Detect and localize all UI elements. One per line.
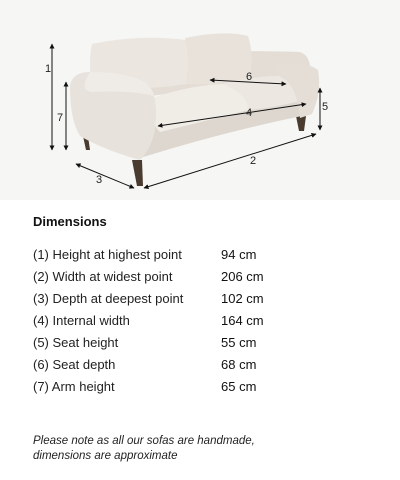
note-line-2: dimensions are approximate: [33, 450, 178, 462]
marker-height-highest: 1: [45, 63, 52, 75]
dimension-label: (7) Arm height: [33, 378, 115, 394]
sofa-dimension-diagram: [0, 0, 400, 200]
dimension-label: (1) Height at highest point: [33, 246, 182, 262]
dimension-value: 94 cm: [221, 246, 257, 262]
dimension-value: 65 cm: [221, 378, 257, 394]
dimension-value: 164 cm: [221, 312, 264, 328]
dimension-row: [33, 353, 293, 375]
dimension-value: 68 cm: [221, 356, 257, 372]
dimension-value: 55 cm: [221, 334, 257, 350]
sofa: [70, 33, 319, 186]
dimension-label: (3) Depth at deepest point: [33, 290, 184, 306]
dimension-value: 206 cm: [221, 268, 264, 284]
dimension-row: [33, 287, 293, 309]
dimension-label: (2) Width at widest point: [33, 268, 173, 284]
note-line-1: Please note as all our sofas are handmade,: [33, 435, 255, 447]
dimension-row: [33, 331, 293, 353]
marker-arm-height: 7: [57, 112, 64, 124]
dimension-row: [33, 265, 293, 287]
marker-seat-height: 5: [322, 101, 329, 113]
marker-internal-width: 4: [246, 107, 253, 119]
dimension-row: [33, 309, 293, 331]
dimension-label: (5) Seat height: [33, 334, 119, 350]
dimension-label: (6) Seat depth: [33, 356, 116, 372]
dimension-row: [33, 243, 293, 265]
dimensions-table: [33, 243, 293, 397]
dimension-label: (4) Internal width: [33, 312, 130, 328]
marker-width-widest: 2: [250, 155, 257, 167]
dimension-value: 102 cm: [221, 290, 264, 306]
marker-seat-depth: 6: [246, 71, 253, 83]
handmade-note: [33, 434, 333, 464]
marker-depth-deepest: 3: [96, 174, 103, 186]
dimensions-heading: Dimensions: [33, 214, 107, 229]
dimension-row: [33, 375, 293, 397]
sofa-illustration: [0, 0, 400, 200]
